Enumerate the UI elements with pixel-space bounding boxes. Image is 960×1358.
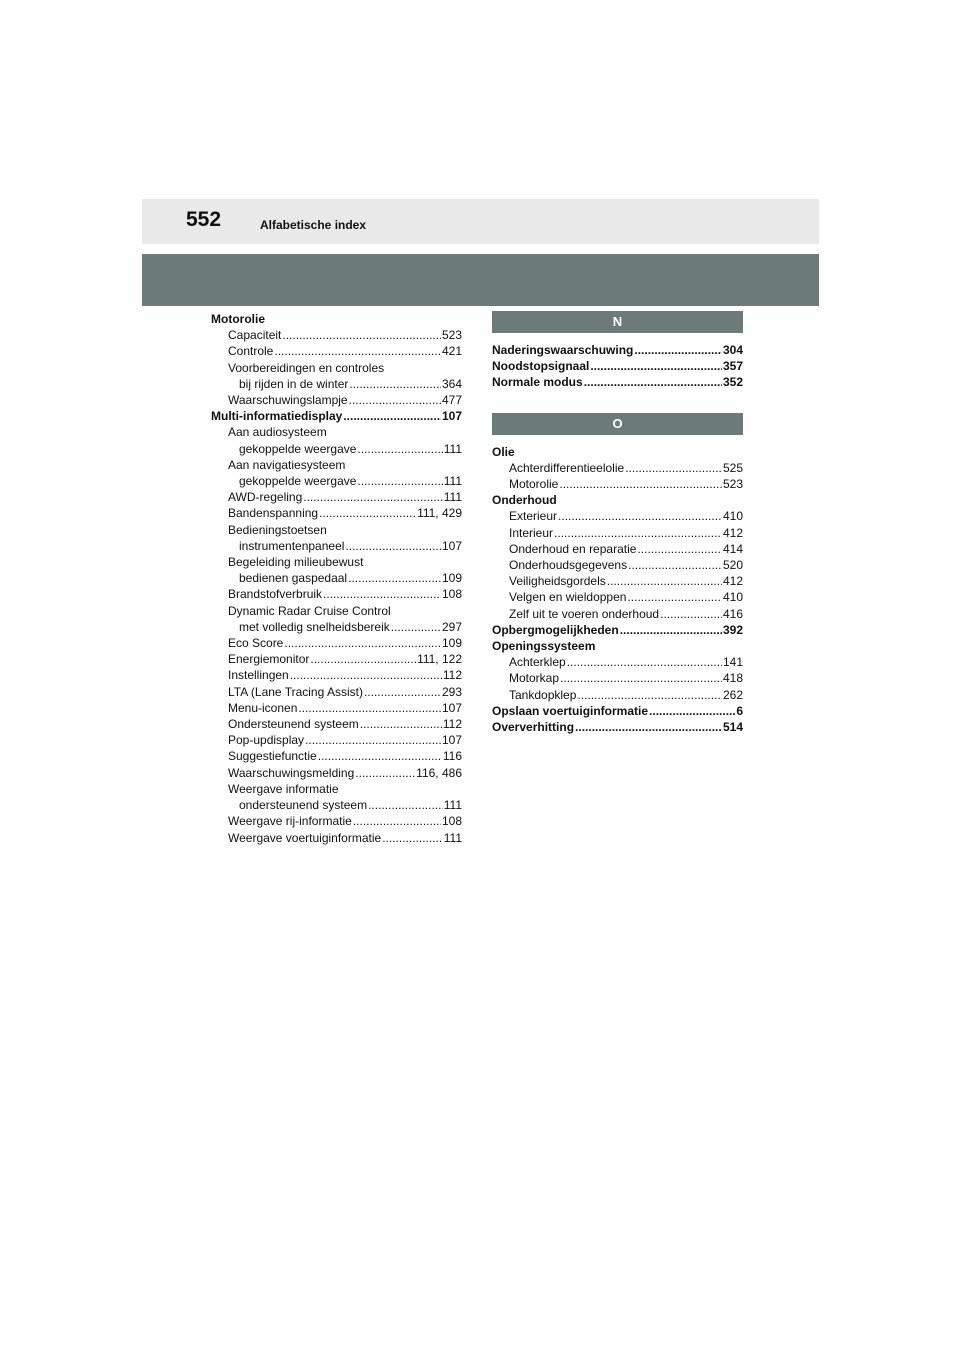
dot-leader bbox=[353, 813, 441, 829]
entry-label: Oververhitting bbox=[492, 720, 575, 735]
index-entry: Aan audiosysteem bbox=[228, 425, 327, 440]
entry-label: Zelf uit te voeren onderhoud bbox=[509, 606, 660, 621]
entry-label: Instellingen bbox=[228, 668, 289, 683]
entry-page: 111 bbox=[443, 490, 462, 505]
entry-label: Normale modus bbox=[492, 375, 583, 390]
entry-page: 111, 429 bbox=[417, 506, 462, 521]
entry-page: 523 bbox=[722, 477, 743, 492]
dot-leader bbox=[391, 619, 441, 635]
index-heading bbox=[492, 622, 743, 638]
index-entry bbox=[211, 797, 462, 813]
entry-page: 111 bbox=[443, 441, 462, 456]
dot-leader bbox=[554, 525, 722, 541]
entry-page: 297 bbox=[441, 619, 462, 634]
entry-page: 6 bbox=[736, 703, 743, 718]
entry-page: 418 bbox=[722, 671, 743, 686]
dot-leader bbox=[319, 505, 416, 521]
dot-leader bbox=[274, 343, 441, 359]
index-entry bbox=[211, 327, 462, 343]
entry-label: Controle bbox=[228, 344, 274, 359]
entry-page: 477 bbox=[441, 393, 462, 408]
page-number: 552 bbox=[186, 208, 222, 231]
dot-leader bbox=[558, 508, 722, 524]
index-heading: Openingssysteem bbox=[492, 639, 596, 654]
dot-leader bbox=[559, 476, 722, 492]
dot-leader bbox=[560, 670, 722, 686]
entry-page: 111 bbox=[443, 798, 462, 813]
index-entry bbox=[211, 505, 462, 521]
entry-label: gekoppelde weergave bbox=[239, 441, 357, 456]
index-entry bbox=[211, 586, 462, 602]
entry-page: 414 bbox=[722, 541, 743, 556]
entry-page: 111, 122 bbox=[417, 652, 462, 667]
index-heading: Olie bbox=[492, 444, 515, 459]
dot-leader bbox=[305, 732, 441, 748]
index-heading bbox=[492, 703, 743, 719]
entry-label: bij rijden in de winter bbox=[239, 376, 349, 391]
dot-leader bbox=[649, 703, 735, 719]
header-band bbox=[142, 254, 819, 306]
index-entry bbox=[211, 667, 462, 683]
entry-page: 523 bbox=[441, 328, 462, 343]
index-column-left bbox=[211, 311, 462, 846]
entry-page: 262 bbox=[722, 687, 743, 702]
entry-label: Ondersteunend systeem bbox=[228, 717, 359, 732]
index-entry bbox=[211, 700, 462, 716]
entry-label: Waarschuwingslampje bbox=[228, 393, 348, 408]
entry-label: met volledig snelheidsbereik bbox=[239, 619, 390, 634]
dot-leader bbox=[290, 667, 442, 683]
index-entry bbox=[211, 570, 462, 586]
dot-leader bbox=[625, 460, 722, 476]
entry-page: 392 bbox=[722, 622, 743, 637]
entry-label: Brandstofverbruik bbox=[228, 587, 323, 602]
entry-label: Interieur bbox=[509, 525, 554, 540]
entry-page: 304 bbox=[722, 343, 743, 357]
entry-label: instrumentenpaneel bbox=[239, 538, 345, 553]
index-entry bbox=[492, 476, 743, 492]
dot-leader bbox=[382, 830, 443, 846]
entry-page: 107 bbox=[441, 733, 462, 748]
entry-page: 410 bbox=[722, 509, 743, 524]
entry-page: 107 bbox=[441, 538, 462, 553]
entry-page: 107 bbox=[441, 700, 462, 715]
entry-page: 357 bbox=[722, 359, 743, 374]
index-heading bbox=[211, 408, 462, 424]
entry-page: 112 bbox=[442, 717, 462, 732]
dot-leader bbox=[634, 342, 722, 358]
index-entry bbox=[211, 376, 462, 392]
entry-label: Menu-iconen bbox=[228, 700, 298, 715]
letter-header: N bbox=[492, 311, 743, 333]
index-entry bbox=[211, 473, 462, 489]
dot-leader bbox=[590, 358, 722, 374]
entry-label: Multi-informatiedisplay bbox=[211, 409, 343, 424]
index-entry bbox=[211, 716, 462, 732]
entry-label: Capaciteit bbox=[228, 328, 282, 343]
index-heading bbox=[492, 342, 743, 358]
dot-leader bbox=[323, 586, 441, 602]
entry-label: gekoppelde weergave bbox=[239, 474, 357, 489]
entry-page: 364 bbox=[441, 376, 462, 391]
entry-label: Opslaan voertuiginformatie bbox=[492, 703, 649, 718]
dot-leader bbox=[627, 589, 722, 605]
entry-label: Achterdifferentieelolie bbox=[509, 460, 625, 475]
dot-leader bbox=[310, 651, 416, 667]
dot-leader bbox=[364, 684, 441, 700]
index-entry bbox=[492, 606, 743, 622]
entry-label: Onderhoudsgegevens bbox=[509, 558, 628, 573]
dot-leader bbox=[637, 541, 722, 557]
index-entry bbox=[211, 635, 462, 651]
dot-leader bbox=[349, 376, 441, 392]
entry-page: 352 bbox=[722, 375, 743, 390]
dot-leader bbox=[360, 716, 442, 732]
index-entry: Aan navigatiesysteem bbox=[228, 457, 346, 472]
entry-page: 112 bbox=[442, 668, 462, 683]
entry-page: 141 bbox=[722, 655, 743, 670]
entry-label: Weergave rij-informatie bbox=[228, 814, 352, 829]
entry-page: 514 bbox=[722, 720, 743, 735]
dot-leader bbox=[345, 538, 441, 554]
index-entry: Begeleiding milieubewust bbox=[228, 555, 364, 570]
index-entry bbox=[211, 765, 462, 781]
entry-label: LTA (Lane Tracing Assist) bbox=[228, 684, 363, 699]
entry-page: 108 bbox=[441, 814, 462, 829]
entry-page: 109 bbox=[441, 636, 462, 651]
index-entry: Bedieningstoetsen bbox=[228, 522, 327, 537]
entry-label: Weergave voertuiginformatie bbox=[228, 830, 382, 845]
dot-leader bbox=[357, 473, 442, 489]
dot-leader bbox=[567, 654, 722, 670]
dot-leader bbox=[368, 797, 443, 813]
dot-leader bbox=[284, 635, 441, 651]
entry-page: 412 bbox=[722, 574, 743, 589]
index-heading bbox=[492, 374, 743, 390]
index-entry bbox=[211, 813, 462, 829]
index-entry bbox=[211, 684, 462, 700]
entry-label: Opbergmogelijkheden bbox=[492, 622, 619, 637]
index-entry bbox=[492, 525, 743, 541]
dot-leader bbox=[628, 557, 722, 573]
entry-page: 412 bbox=[722, 525, 743, 540]
index-entry: Dynamic Radar Cruise Control bbox=[228, 603, 391, 618]
entry-label: Tankdopklep bbox=[509, 687, 577, 702]
index-column-right bbox=[492, 311, 743, 735]
entry-label: Motorolie bbox=[509, 477, 559, 492]
dot-leader bbox=[355, 765, 415, 781]
entry-label: Onderhoud en reparatie bbox=[509, 541, 637, 556]
index-entry bbox=[492, 589, 743, 605]
index-entry bbox=[492, 460, 743, 476]
index-entry bbox=[211, 392, 462, 408]
index-entry bbox=[211, 732, 462, 748]
entry-label: Suggestiefunctie bbox=[228, 749, 317, 764]
entry-page: 116 bbox=[442, 749, 462, 764]
entry-label: Motorkap bbox=[509, 671, 560, 686]
entry-label: AWD-regeling bbox=[228, 490, 303, 505]
index-heading bbox=[492, 719, 743, 735]
dot-leader bbox=[348, 570, 441, 586]
entry-page: 421 bbox=[441, 344, 462, 359]
index-entry bbox=[211, 748, 462, 764]
entry-label: bedienen gaspedaal bbox=[239, 571, 348, 586]
entry-label: Eco Score bbox=[228, 636, 284, 651]
entry-page: 116, 486 bbox=[416, 765, 462, 780]
index-entry bbox=[211, 441, 462, 457]
section-title: Alfabetische index bbox=[260, 218, 367, 232]
index-entry bbox=[492, 687, 743, 703]
dot-leader bbox=[282, 327, 441, 343]
entry-label: Veiligheidsgordels bbox=[509, 574, 606, 589]
entry-page: 410 bbox=[722, 590, 743, 605]
index-entry bbox=[492, 654, 743, 670]
entry-page: 109 bbox=[441, 571, 462, 586]
index-entry: Voorbereidingen en controles bbox=[228, 360, 385, 375]
index-entry bbox=[211, 489, 462, 505]
entry-label: Exterieur bbox=[509, 509, 558, 524]
entry-label: Waarschuwingsmelding bbox=[228, 765, 355, 780]
entry-label: Achterklep bbox=[509, 655, 566, 670]
dot-leader bbox=[607, 573, 722, 589]
dot-leader bbox=[298, 700, 441, 716]
index-entry bbox=[211, 619, 462, 635]
index-entry bbox=[492, 508, 743, 524]
index-heading bbox=[492, 358, 743, 374]
dot-leader bbox=[584, 374, 722, 390]
index-entry bbox=[492, 541, 743, 557]
entry-page: 111 bbox=[443, 830, 462, 845]
entry-label: Naderingswaarschuwing bbox=[492, 343, 634, 357]
index-entry: Weergave informatie bbox=[228, 781, 339, 796]
index-entry bbox=[211, 538, 462, 554]
entry-page: 107 bbox=[441, 409, 462, 424]
index-entry bbox=[492, 573, 743, 589]
section-gap bbox=[492, 391, 743, 413]
dot-leader bbox=[620, 622, 722, 638]
index-entry bbox=[211, 830, 462, 846]
entry-label: Noodstopsignaal bbox=[492, 359, 590, 374]
index-heading: Onderhoud bbox=[492, 493, 557, 508]
entry-page: 111 bbox=[443, 474, 462, 489]
index-entry bbox=[492, 557, 743, 573]
dot-leader bbox=[303, 489, 443, 505]
dot-leader bbox=[577, 687, 722, 703]
entry-label: Velgen en wieldoppen bbox=[509, 590, 627, 605]
dot-leader bbox=[660, 606, 722, 622]
index-entry bbox=[492, 670, 743, 686]
entry-label: Energiemonitor bbox=[228, 652, 310, 667]
entry-label: Bandenspanning bbox=[228, 506, 319, 521]
entry-label: Pop-updisplay bbox=[228, 733, 305, 748]
entry-page: 293 bbox=[441, 684, 462, 699]
entry-page: 108 bbox=[441, 587, 462, 602]
page-header bbox=[142, 199, 819, 244]
dot-leader bbox=[343, 408, 441, 424]
entry-label: ondersteunend systeem bbox=[239, 798, 368, 813]
dot-leader bbox=[318, 748, 442, 764]
letter-header: O bbox=[492, 413, 743, 435]
dot-leader bbox=[349, 392, 441, 408]
index-entry bbox=[211, 651, 462, 667]
index-heading: Motorolie bbox=[211, 312, 265, 326]
index-entry bbox=[211, 343, 462, 359]
entry-page: 520 bbox=[722, 558, 743, 573]
entry-page: 525 bbox=[722, 460, 743, 475]
dot-leader bbox=[357, 441, 442, 457]
entry-page: 416 bbox=[722, 606, 743, 621]
dot-leader bbox=[575, 719, 722, 735]
